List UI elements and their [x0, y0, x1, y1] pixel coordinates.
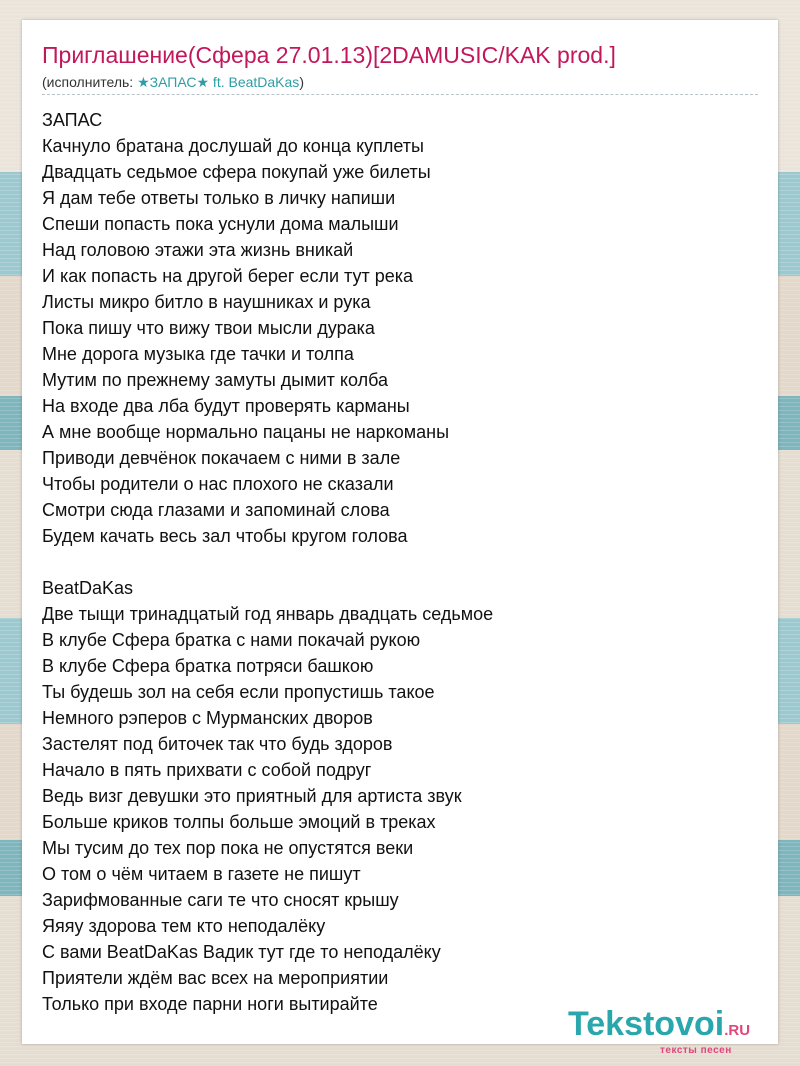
lyric-line: Приводи девчёнок покачаем с ними в зале: [42, 448, 401, 468]
lyric-line: Смотри сюда глазами и запоминай слова: [42, 500, 390, 520]
lyric-line: Мне дорога музыка где тачки и толпа: [42, 344, 354, 364]
lyric-line: [42, 549, 758, 575]
lyric-line: Мы тусим до тех пор пока не опустятся веки: [42, 838, 414, 858]
lyric-line: В клубе Сфера братка потряси башкою: [42, 656, 374, 676]
lyric-line: О том о чём читаем в газете не пишут: [42, 864, 361, 884]
lyric-line: Листы микро битло в наушниках и рука: [42, 292, 371, 312]
lyric-line: На входе два лба будут проверять карманы: [42, 396, 410, 416]
song-title: Приглашение(Сфера 27.01.13)[2DAMUSIC/KAK prod.]: [42, 42, 616, 68]
lyric-line: А мне вообще нормально пацаны не наркоманы: [42, 422, 450, 442]
lyric-line: Две тыщи тринадцатый год январь двадцать седьмое: [42, 604, 494, 624]
artist-suffix: ): [299, 74, 304, 90]
lyrics-card: [22, 20, 778, 1056]
logo-wordmark: Tekstovoi: [568, 1005, 725, 1043]
lyric-line: Приятели ждём вас всех на мероприятии: [42, 968, 389, 988]
lyric-line: Больше криков толпы больше эмоций в треках: [42, 812, 436, 832]
divider: [42, 94, 758, 95]
lyric-line: Будем качать весь зал чтобы кругом голова: [42, 526, 408, 546]
lyric-line: И как попасть на другой берег если тут река: [42, 266, 414, 286]
lyric-line: ЗАПАС: [42, 110, 103, 130]
lyric-line: С вами BeatDaKas Вадик тут где то неподалёку: [42, 942, 441, 962]
lyric-line: BeatDaKas: [42, 578, 134, 598]
site-logo[interactable]: [568, 1005, 751, 1056]
lyric-line: Застелят под биточек так что будь здоров: [42, 734, 393, 754]
lyric-line: Немного рэперов с Мурманских дворов: [42, 708, 373, 728]
lyric-line: Пока пишу что вижу твои мысли дурака: [42, 318, 375, 338]
artist-line: [42, 74, 304, 91]
lyric-line: Двадцать седьмое сфера покупай уже билеты: [42, 162, 431, 182]
lyric-line: Только при входе парни ноги вытирайте: [42, 994, 378, 1014]
lyric-line: Чтобы родители о нас плохого не сказали: [42, 474, 394, 494]
artist-link[interactable]: ★ЗАПАС★ ft. BeatDaKas: [137, 74, 300, 90]
lyric-line: Мутим по прежнему замуты дымит колба: [42, 370, 389, 390]
lyric-line: Над головою этажи эта жизнь вникай: [42, 240, 354, 260]
lyric-line: Я дам тебе ответы только в личку напиши: [42, 188, 396, 208]
lyric-line: Ты будешь зол на себя если пропустишь такое: [42, 682, 435, 702]
lyric-line: Спеши попасть пока уснули дома малыши: [42, 214, 399, 234]
lyric-line: Ведь визг девушки это приятный для артиста звук: [42, 786, 462, 806]
lyric-line: Яяяу здорова тем кто неподалёку: [42, 916, 326, 936]
lyrics-text: [42, 107, 758, 1017]
lyric-line: Качнуло братана дослушай до конца куплеты: [42, 136, 424, 156]
lyric-line: Начало в пять прихвати с собой подруг: [42, 760, 372, 780]
logo-tld: .RU: [724, 1022, 751, 1039]
lyric-line: В клубе Сфера братка с нами покачай рукою: [42, 630, 421, 650]
artist-prefix: (исполнитель:: [42, 74, 138, 90]
lyric-line: Зарифмованные саги те что сносят крышу: [42, 890, 399, 910]
logo-tagline: тексты песен: [660, 1045, 732, 1056]
